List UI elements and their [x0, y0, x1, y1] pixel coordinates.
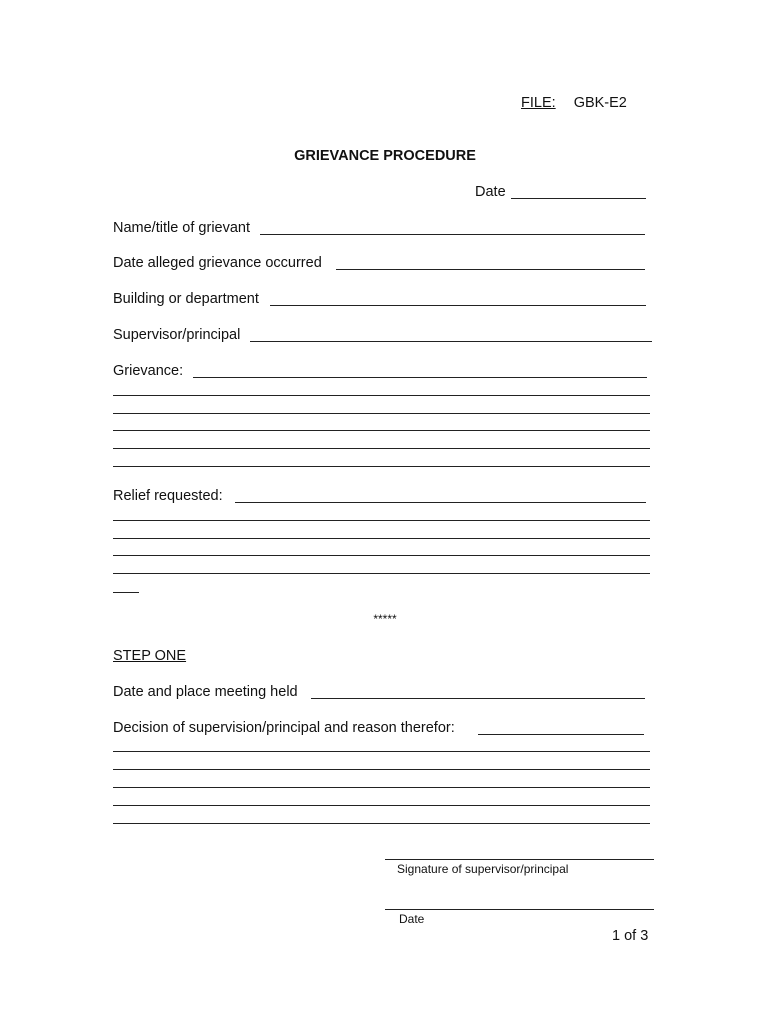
date-label: Date [475, 184, 506, 200]
grievance-line[interactable] [113, 395, 650, 396]
grievance-line[interactable] [113, 448, 650, 449]
name-title-label: Name/title of grievant [113, 220, 251, 236]
date-occurred-field[interactable] [336, 269, 645, 270]
page-title: GRIEVANCE PROCEDURE [294, 148, 476, 164]
relief-line[interactable] [113, 573, 650, 574]
decision-label: Decision of supervision/principal and reason therefor: [113, 720, 455, 736]
decision-line[interactable] [113, 787, 650, 788]
relief-line-tail[interactable] [113, 592, 139, 593]
file-label: FILE: [521, 95, 556, 111]
supervisor-signature-caption: Signature of supervisor/principal [397, 862, 569, 876]
grievance-line[interactable] [113, 413, 650, 414]
grievance-label: Grievance: [113, 363, 184, 379]
relief-line[interactable] [113, 555, 650, 556]
meeting-field[interactable] [311, 698, 645, 699]
relief-field-first[interactable] [235, 502, 646, 503]
name-title-field[interactable] [260, 234, 645, 235]
file-label-group [521, 94, 627, 112]
signature-date-caption: Date [399, 912, 425, 926]
file-code: GBK-E2 [573, 95, 627, 111]
supervisor-field[interactable] [250, 341, 652, 342]
grievance-field-first[interactable] [193, 377, 647, 378]
relief-label: Relief requested: [113, 488, 223, 504]
section-separator: ***** [373, 612, 397, 626]
supervisor-label: Supervisor/principal [113, 327, 241, 343]
relief-line[interactable] [113, 538, 650, 539]
supervisor-signature-line[interactable] [385, 859, 654, 860]
date-occurred-label: Date alleged grievance occurred [113, 255, 322, 271]
building-field[interactable] [270, 305, 646, 306]
decision-line[interactable] [113, 751, 650, 752]
relief-line[interactable] [113, 520, 650, 521]
building-label: Building or department [113, 291, 259, 307]
grievance-line[interactable] [113, 430, 650, 431]
decision-field-first[interactable] [478, 734, 644, 735]
step-one-heading: STEP ONE [113, 648, 187, 664]
meeting-label: Date and place meeting held [113, 684, 298, 700]
decision-line[interactable] [113, 823, 650, 824]
decision-line[interactable] [113, 769, 650, 770]
grievance-line[interactable] [113, 466, 650, 467]
date-field[interactable] [511, 198, 646, 199]
page-number: 1 of 3 [612, 928, 649, 944]
decision-line[interactable] [113, 805, 650, 806]
signature-date-line[interactable] [385, 909, 654, 910]
